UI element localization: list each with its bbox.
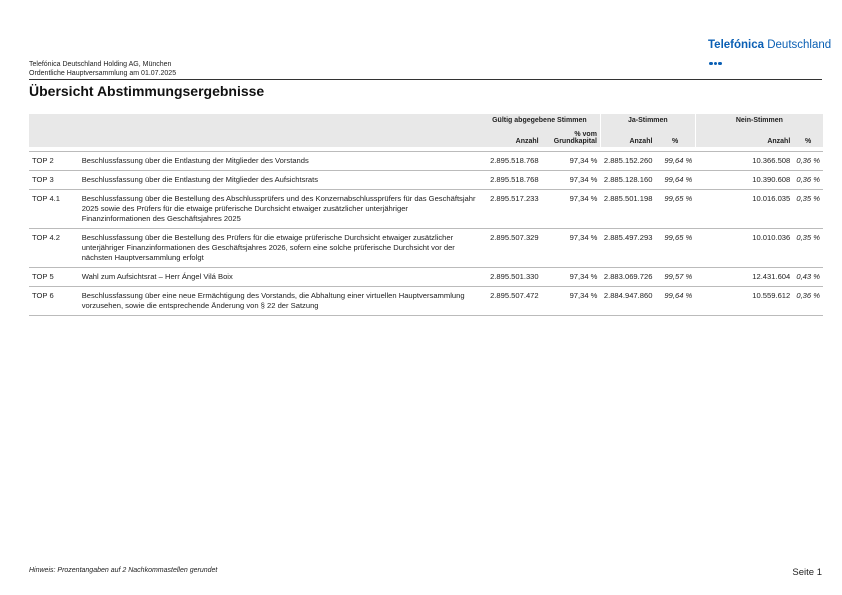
yes-pct: 99,64 % bbox=[655, 287, 695, 316]
agenda-item: TOP 6 bbox=[29, 287, 79, 316]
yes-votes: 2.885.152.260 bbox=[600, 152, 655, 171]
group-no-votes: Nein-Stimmen bbox=[695, 114, 823, 127]
table-row bbox=[29, 152, 823, 171]
no-votes: 10.366.508 bbox=[695, 152, 793, 171]
header-company-block bbox=[29, 61, 176, 78]
group-valid-votes: Gültig abgegebene Stimmen bbox=[479, 114, 601, 127]
agenda-item: TOP 4.2 bbox=[29, 229, 79, 268]
resolution-description: Wahl zum Aufsichtsrat – Herr Ángel Vilá Boix bbox=[79, 268, 479, 287]
valid-votes: 2.895.517.233 bbox=[479, 190, 542, 229]
company-logo bbox=[708, 39, 831, 51]
valid-pct-capital: 97,34 % bbox=[542, 268, 601, 287]
resolution-description: Beschlussfassung über eine neue Ermächtigung des Vorstands, die Abhaltung einer virtuellen Hauptversammlung vorzusehen, sowie die entsprechende Änderung von § 22 der Satzung bbox=[79, 287, 479, 316]
resolution-description: Beschlussfassung über die Bestellung des Prüfers für die etwaige prüferische Durchsicht etwaiger zusätzlicher unterjähriger Finanzinformationen des Geschäftsjahres 2026, sofern eine solche prüferische Durchsicht vor der nächsten Hauptversammlung erfolgt bbox=[79, 229, 479, 268]
no-votes: 10.010.036 bbox=[695, 229, 793, 268]
no-votes: 12.431.604 bbox=[695, 268, 793, 287]
no-pct: 0,36 % bbox=[793, 171, 823, 190]
agenda-item: TOP 5 bbox=[29, 268, 79, 287]
yes-pct: 99,64 % bbox=[655, 171, 695, 190]
resolution-description: Beschlussfassung über die Entlastung der Mitglieder des Aufsichtsrats bbox=[79, 171, 479, 190]
logo-word-1: Telefónica bbox=[708, 39, 765, 51]
agenda-item: TOP 2 bbox=[29, 152, 79, 171]
col-valid-count: Anzahl bbox=[479, 127, 542, 147]
voting-results-table bbox=[29, 114, 823, 316]
agenda-item: TOP 3 bbox=[29, 171, 79, 190]
logo-dots-icon bbox=[709, 52, 725, 58]
table-row bbox=[29, 268, 823, 287]
col-no-pct: % bbox=[793, 127, 823, 147]
page-title: Übersicht Abstimmungsergebnisse bbox=[29, 83, 265, 99]
yes-votes: 2.885.128.160 bbox=[600, 171, 655, 190]
no-pct: 0,43 % bbox=[793, 268, 823, 287]
no-votes: 10.559.612 bbox=[695, 287, 793, 316]
no-pct: 0,35 % bbox=[793, 229, 823, 268]
resolution-description: Beschlussfassung über die Entlastung der Mitglieder des Vorstands bbox=[79, 152, 479, 171]
table-row bbox=[29, 287, 823, 316]
yes-pct: 99,65 % bbox=[655, 190, 695, 229]
valid-votes: 2.895.507.329 bbox=[479, 229, 542, 268]
no-votes: 10.016.035 bbox=[695, 190, 793, 229]
valid-pct-capital: 97,34 % bbox=[542, 190, 601, 229]
valid-votes: 2.895.507.472 bbox=[479, 287, 542, 316]
no-votes: 10.390.608 bbox=[695, 171, 793, 190]
valid-votes: 2.895.501.330 bbox=[479, 268, 542, 287]
meeting-date: Ordentliche Hauptversammlung am 01.07.2025 bbox=[29, 69, 177, 77]
resolution-description: Beschlussfassung über die Bestellung des Abschlussprüfers und des Konzernabschlussprüfers für das Geschäftsjahr 2025 sowie des Prüfers für die etwaige prüferische Durchsicht etwaiger zusätzlicher unterjähriger Finanzinformationen des Geschäftsjahres 2025 bbox=[79, 190, 479, 229]
agenda-item: TOP 4.1 bbox=[29, 190, 79, 229]
valid-votes: 2.895.518.768 bbox=[479, 152, 542, 171]
no-pct: 0,36 % bbox=[793, 287, 823, 316]
table-row bbox=[29, 171, 823, 190]
company-name: Telefónica Deutschland Holding AG, München bbox=[29, 61, 172, 68]
yes-votes: 2.885.497.293 bbox=[600, 229, 655, 268]
table-group-header bbox=[29, 114, 823, 127]
valid-pct-capital: 97,34 % bbox=[542, 287, 601, 316]
col-yes-count: Anzahl bbox=[600, 127, 655, 147]
no-pct: 0,36 % bbox=[793, 152, 823, 171]
footnote: Hinweis: Prozentangaben auf 2 Nachkommastellen gerundet bbox=[29, 567, 218, 574]
yes-pct: 99,57 % bbox=[655, 268, 695, 287]
col-no-count: Anzahl bbox=[695, 127, 793, 147]
col-valid-pct-capital: % vom Grundkapital bbox=[542, 127, 601, 147]
group-yes-votes: Ja-Stimmen bbox=[600, 114, 695, 127]
valid-pct-capital: 97,34 % bbox=[542, 152, 601, 171]
yes-votes: 2.884.947.860 bbox=[600, 287, 655, 316]
yes-votes: 2.885.501.198 bbox=[600, 190, 655, 229]
yes-pct: 99,65 % bbox=[655, 229, 695, 268]
valid-votes: 2.895.518.768 bbox=[479, 171, 542, 190]
no-pct: 0,35 % bbox=[793, 190, 823, 229]
valid-pct-capital: 97,34 % bbox=[542, 171, 601, 190]
header-divider bbox=[29, 79, 822, 80]
valid-pct-capital: 97,34 % bbox=[542, 229, 601, 268]
table-column-header bbox=[29, 127, 823, 147]
table-row bbox=[29, 229, 823, 268]
col-yes-pct: % bbox=[655, 127, 695, 147]
logo-word-2: Deutschland bbox=[767, 39, 832, 51]
table-row bbox=[29, 190, 823, 229]
yes-pct: 99,64 % bbox=[655, 152, 695, 171]
page-number: Seite 1 bbox=[792, 567, 822, 578]
yes-votes: 2.883.069.726 bbox=[600, 268, 655, 287]
